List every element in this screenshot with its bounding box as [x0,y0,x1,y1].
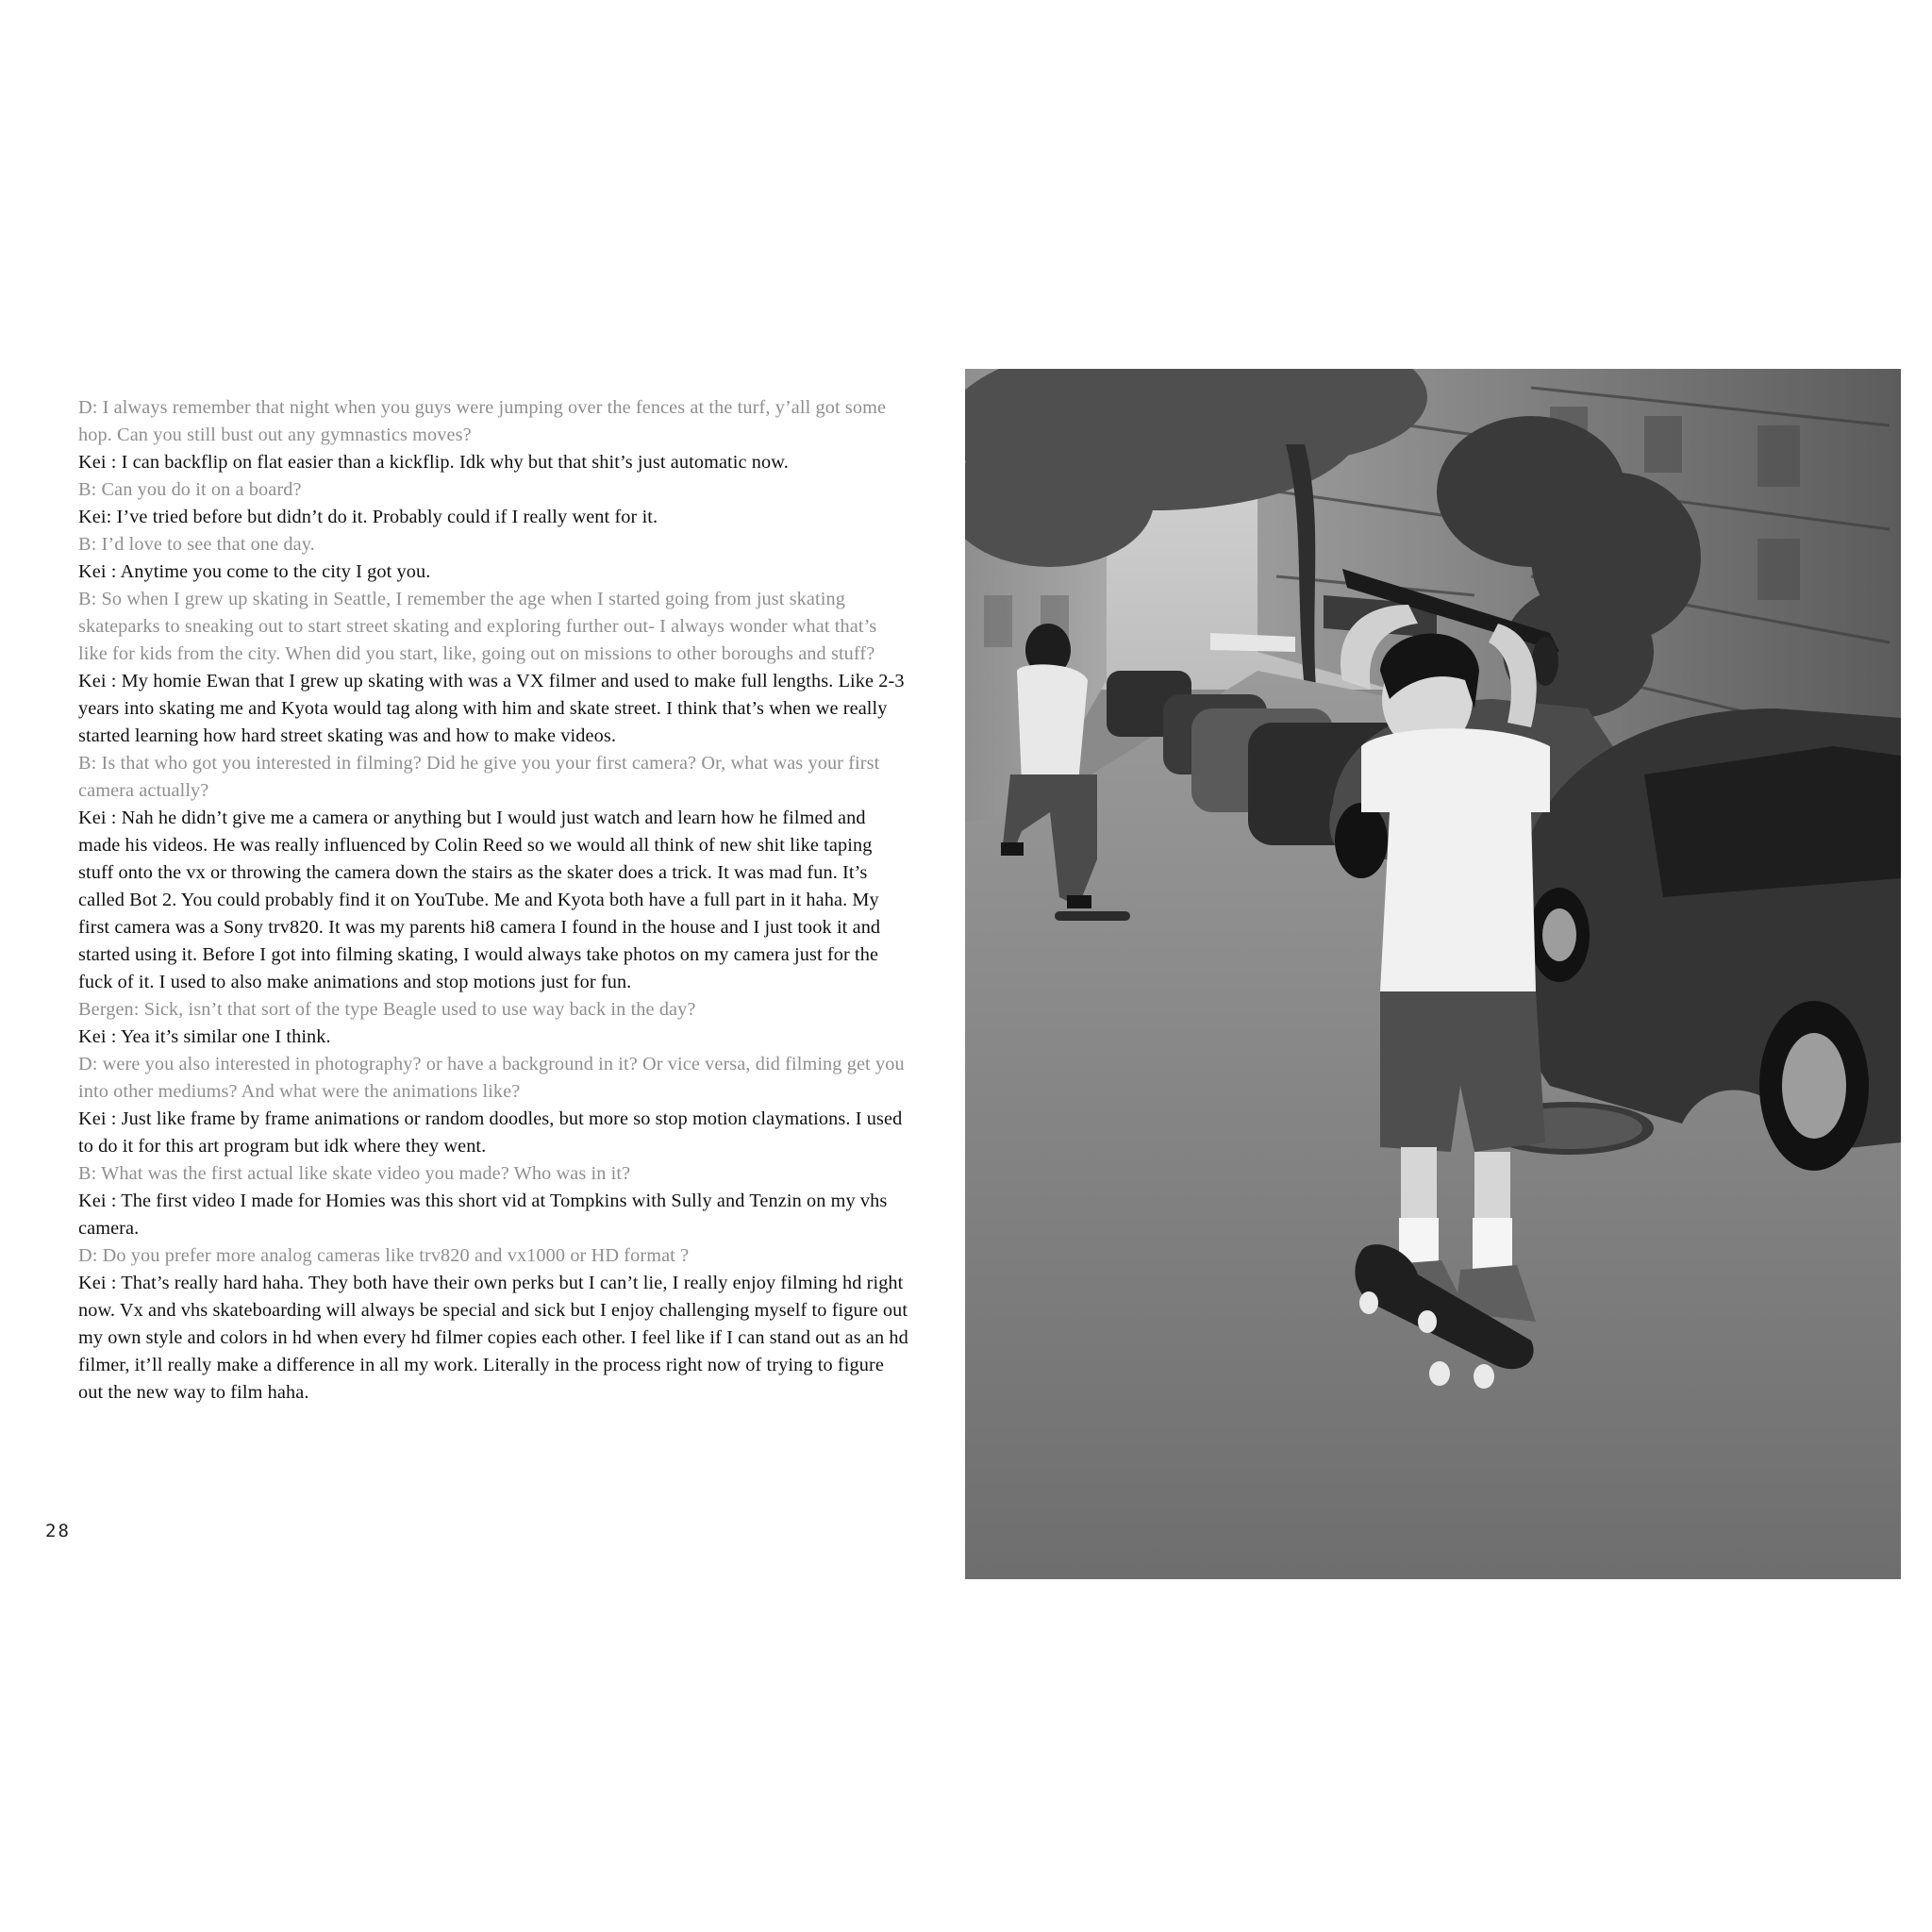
question-paragraph: B: Can you do it on a board? [78,479,302,500]
question-paragraph: D: were you also interested in photography? or have a background in it? Or vice versa, did filming get you into other mediums? And what were the animations like? [78,1054,905,1102]
answer-paragraph: Kei : That’s really hard haha. They both have their own perks but I can’t lie, I really enjoy filming hd right now. Vx and vhs skateboarding will always be special and sick but I enjoy challenging myself to figure out my own style and colors in hd when every hd filmer copies each other. I feel like if I can stand out as an hd filmer, it’ll really make a difference in all my work. Literally in the process right now of trying to figure out the new way to film haha. [78,1273,908,1403]
question-paragraph: D: I always remember that night when you guys were jumping over the fences at the turf, y’all got some hop. Can you still bust out any gymnastics moves? [78,397,887,445]
question-paragraph: Bergen: Sick, isn’t that sort of the type Beagle used to use way back in the day? [78,999,696,1020]
question-paragraph: B: So when I grew up skating in Seattle, I remember the age when I started going from just skating skateparks to sneaking out to start street skating and exploring further out- I always wonder what that’s like for kids from the city. When did you start, like, going out on missions to other boroughs and stuff? [78,589,877,664]
answer-paragraph: Kei : Just like frame by frame animations or random doodles, but more so stop motion claymations. I used to do it for this art program but idk where they went. [78,1108,903,1157]
answer-paragraph: Kei : My homie Ewan that I grew up skating with was a VX filmer and used to make full lengths. Like 2-3 years into skating me and Kyota would tag along with him and skate street. I think that’s when we really started learning how hard street skating was and how to make videos. [78,671,905,746]
skateboarder-photo [965,369,1901,1579]
question-paragraph: B: I’d love to see that one day. [78,534,315,555]
page-number: 28 [45,1521,71,1541]
answer-paragraph: Kei : Anytime you come to the city I got you. [78,561,431,582]
interview-text-column [78,394,908,1407]
answer-paragraph: Kei: I’ve tried before but didn’t do it. Probably could if I really went for it. [78,507,658,527]
answer-paragraph: Kei : The first video I made for Homies was this short vid at Tompkins with Sully and Tenzin on my vhs camera. [78,1191,888,1239]
question-paragraph: D: Do you prefer more analog cameras like trv820 and vx1000 or HD format ? [78,1245,690,1266]
question-paragraph: B: What was the first actual like skate video you made? Who was in it? [78,1163,631,1184]
question-paragraph: B: Is that who got you interested in filming? Did he give you your first camera? Or, what was your first camera actually? [78,753,880,801]
answer-paragraph: Kei : I can backflip on flat easier than a kickflip. Idk why but that shit’s just automatic now. [78,452,789,473]
answer-paragraph: Kei : Yea it’s similar one I think. [78,1026,331,1047]
answer-paragraph: Kei : Nah he didn’t give me a camera or anything but I would just watch and learn how he filmed and made his videos. He was really influenced by Colin Reed so we would all think of new shit like taping stuff onto the vx or throwing the camera down the stairs as the skater does a trick. It was mad fun. It’s called Bot 2. You could probably find it on YouTube. Me and Kyota both have a full part in it haha. My first camera was a Sony trv820. It was my parents hi8 camera I found in the house and I just took it and started using it. Before I got into filming skating, I would always take photos on my camera just for the fuck of it. I used to also make animations and stop motions just for fun. [78,808,881,992]
